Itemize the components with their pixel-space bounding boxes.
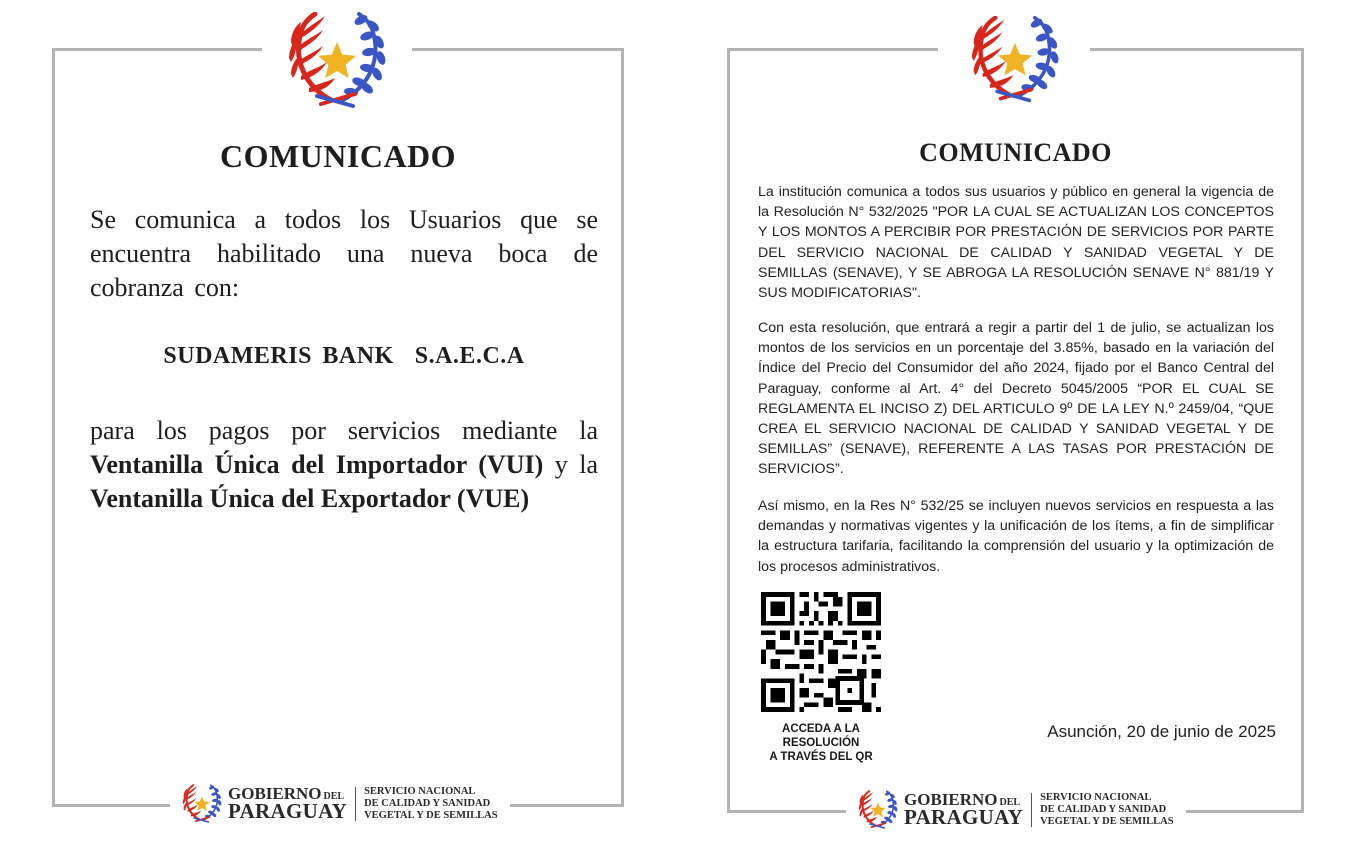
qr-caption-line-2: RESOLUCIÓN [782, 737, 860, 749]
vui-label: Ventanilla Única del Importador (VUI) [90, 450, 544, 479]
paraguay-text: PARAGUAY [228, 799, 348, 824]
left-lead-text: Se comunica a todos los Usuarios que se encuentra habilitado una nueva boca de cobranza con: [90, 205, 598, 302]
tail-intro: para los pagos por servicios mediante la [90, 416, 598, 445]
bank-name: SUDAMERIS BANK S.A.E.C.A [163, 343, 525, 369]
left-title: COMUNICADO [219, 138, 457, 174]
senave-line-1: SERVICIO NACIONAL [1040, 792, 1152, 804]
gobierno-del-paraguay-wordmark [904, 789, 1024, 830]
gobierno-text: GOBIERNO [228, 783, 322, 803]
qr-caption-line-3: A TRAVÉS DEL QR [769, 751, 873, 763]
qr-caption [756, 722, 886, 764]
paraguay-crest-small-icon [858, 790, 898, 830]
senave-line-1: SERVICIO NACIONAL [364, 786, 476, 798]
paraguay-crest-icon [970, 16, 1060, 104]
vui-suffix: y la [543, 450, 599, 479]
issue-date: Asunción, 20 de junio de 2025 [1047, 722, 1276, 741]
paragraph-update: Con esta resolución, que entrará a regir a partir del 1 de julio, se actualizan los montos de los servicios en un porcentaje del 3.85%, basado en la variación del Índice del Precio del Consumidor del año 2024, fijado por el Banco Central del Paraguay, conforme al Art. 4° del Decreto 5045/2005 “POR EL CUAL SE REGLAMENTA EL INCISO Z) DEL ARTICULO 9º DE LA LEY N.º 2459/04, “QUE CREA EL SERVICIO NACIONAL DE CALIDAD Y SANIDAD VEGETAL Y DE SEMILLAS” (SENAVE), REFERENTE A LAS TASAS POR PRESTACIÓN DE SERVICIOS”. [758, 320, 1274, 478]
vue-label: Ventanilla Única del Exportador (VUE) [90, 484, 530, 513]
right-title: COMUNICADO [919, 138, 1112, 167]
senave-line-2: DE CALIDAD Y SANIDAD [1040, 804, 1167, 816]
paraguay-text: PARAGUAY [904, 805, 1024, 830]
right-footer-logo [846, 786, 1186, 834]
gobierno-text: GOBIERNO [904, 789, 998, 809]
del-text: DEL [999, 796, 1021, 808]
senave-wordmark [1040, 792, 1174, 827]
senave-line-2: DE CALIDAD Y SANIDAD [364, 798, 491, 810]
qr-code[interactable] [761, 592, 881, 712]
paragraph-resolution: La institución comunica a todos sus usuarios y público en general la vigencia de la Resolución N° 532/2025 "POR LA CUAL SE ACTUALIZAN LOS CONCEPTOS Y LOS MONTOS A PERCIBIR POR PRESTACIÓN DE SERVICIOS POR PARTE DEL SERVICIO NACIONAL DE CALIDAD Y SANIDAD VEGETAL Y DE SEMILLAS (SENAVE), Y SE ABROGA LA RESOLUCIÓN SENAVE N° 881/19 Y SUS MODIFICATORIAS". [758, 184, 1274, 302]
senave-line-3: VEGETAL Y DE SEMILLAS [364, 809, 498, 821]
paragraph-new-services: Así mismo, en la Res N° 532/25 se incluyen nuevos servicios en respuesta a las demandas y normativas vigentes y la unificación de los ítems, a fin de simplificar la estructura tarifaria, facilitando la comprensión del usuario y la optimización de los procesos administrativos. [758, 498, 1274, 575]
qr-caption-line-1: ACCEDA A LA [782, 723, 860, 735]
senave-line-3: VEGETAL Y DE SEMILLAS [1040, 815, 1174, 827]
footer-divider [1031, 793, 1032, 827]
del-text: DEL [323, 790, 345, 802]
